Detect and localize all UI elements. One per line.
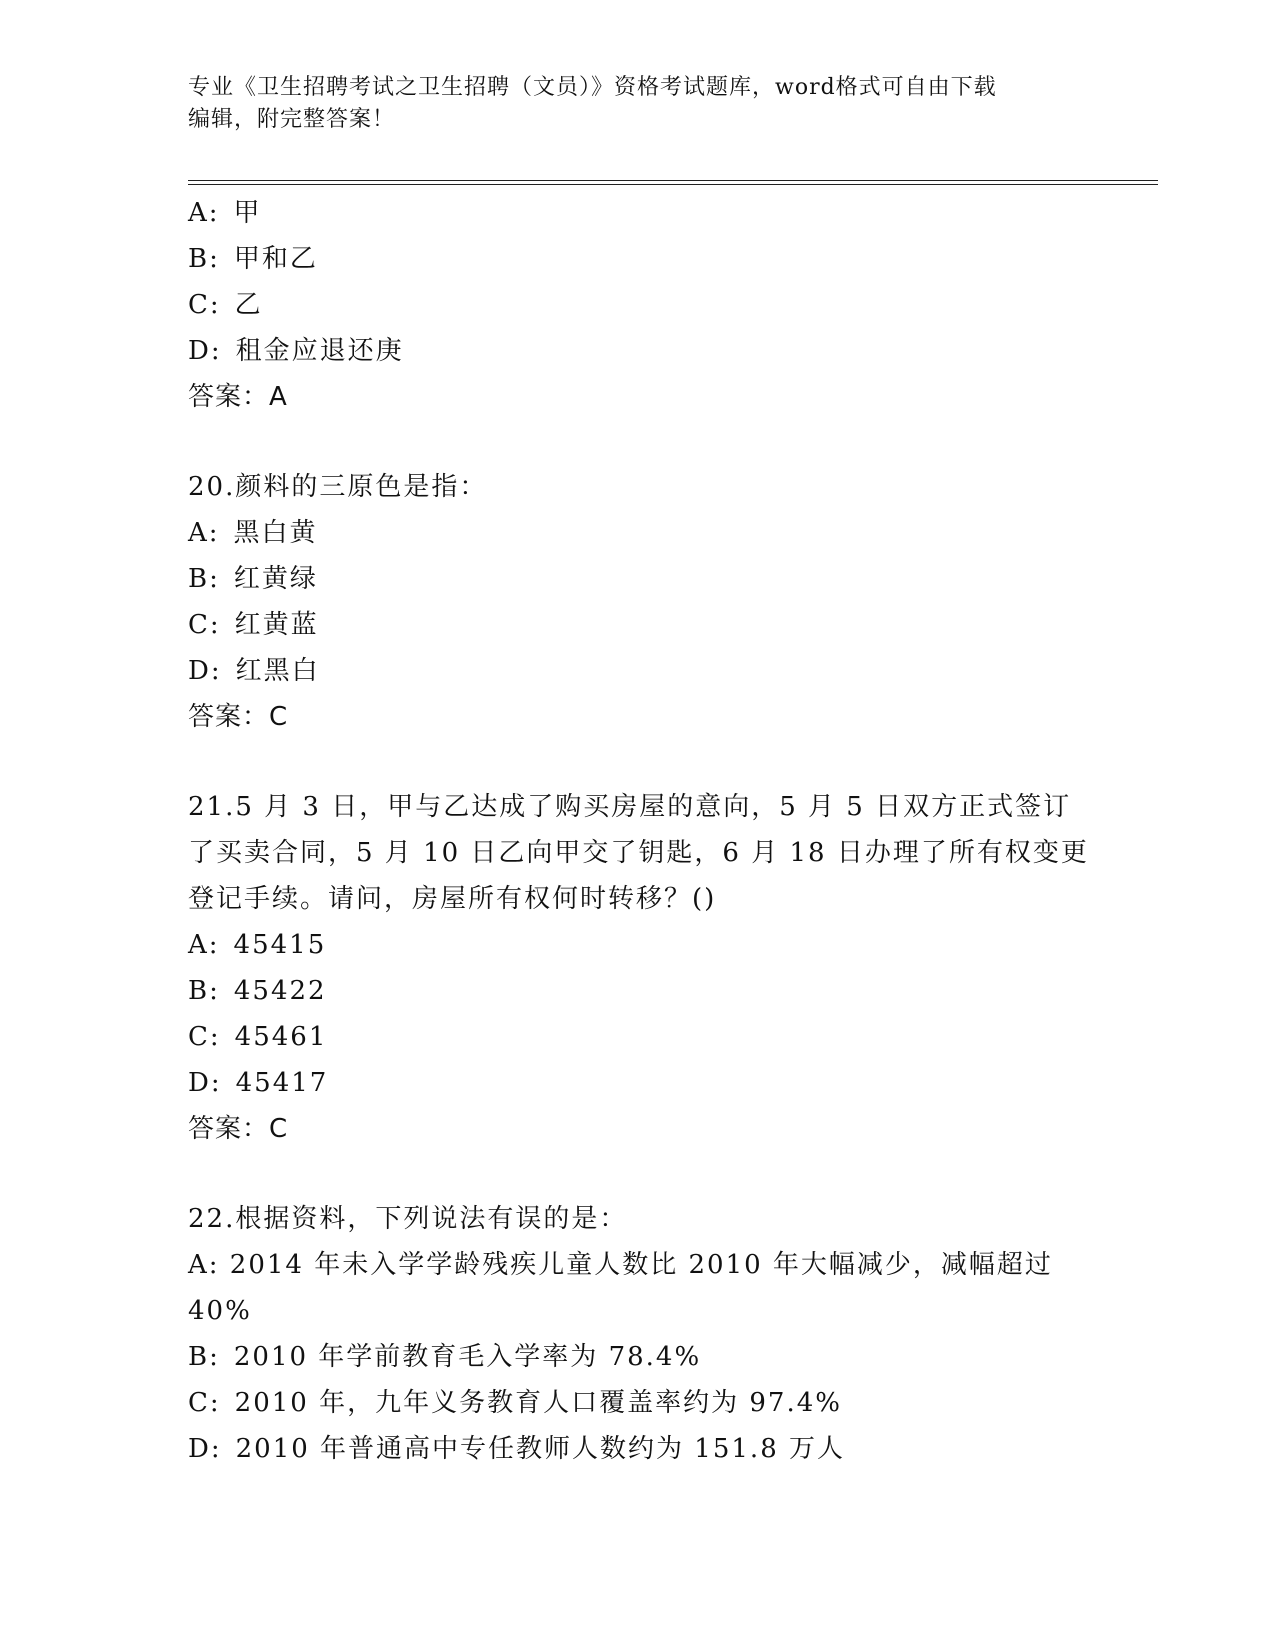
question-text: 22.根据资料，下列说法有误的是：	[188, 1204, 628, 1234]
question-20	[188, 464, 1088, 740]
option-text: 甲和乙	[233, 244, 318, 274]
option-a	[188, 190, 1088, 236]
option-d	[188, 328, 1088, 374]
question-content	[188, 190, 1088, 1472]
option-text: 黑白黄	[233, 518, 318, 548]
header-divider-secondary	[188, 184, 1158, 185]
question-22	[188, 1196, 1088, 1472]
option-b	[188, 1334, 1088, 1380]
document-header	[188, 72, 1088, 136]
option-b	[188, 968, 1088, 1014]
answer-line: 答案：C	[188, 1114, 289, 1144]
option-text: 红黑白	[235, 656, 320, 686]
option-text: 2010 年学前教育毛入学率为 78.4%	[233, 1342, 702, 1372]
option-b	[188, 556, 1088, 602]
option-a	[188, 510, 1088, 556]
question-text-line-2: 了买卖合同，5 月 10 日乙向甲交了钥匙，6 月 18 日办理了所有权变更	[188, 838, 1089, 868]
option-text: 45417	[235, 1068, 329, 1098]
header-line-1: 专业《卫生招聘考试之卫生招聘（文员）》资格考试题库，word格式可自由下载	[188, 75, 997, 100]
option-b	[188, 236, 1088, 282]
answer-line: 答案：C	[188, 702, 289, 732]
option-text: 2010 年普通高中专任教师人数约为 151.8 万人	[235, 1434, 846, 1464]
answer-line: 答案：A	[188, 382, 288, 412]
question-text-line-1: 21.5 月 3 日，甲与乙达成了购买房屋的意向，5 月 5 日双方正式签订	[188, 792, 1072, 822]
option-label: B:	[188, 564, 220, 594]
option-label: A:	[188, 198, 220, 228]
question-21	[188, 784, 1088, 1152]
option-c	[188, 1380, 1088, 1426]
option-label: D:	[188, 336, 222, 366]
option-text: 红黄蓝	[234, 610, 319, 640]
option-label: C:	[188, 610, 221, 640]
option-d	[188, 648, 1088, 694]
option-label: B:	[188, 244, 220, 274]
option-text: 45422	[233, 976, 327, 1006]
option-label: B:	[188, 976, 220, 1006]
option-label: D:	[188, 1068, 222, 1098]
option-text: 租金应退还庚	[235, 336, 404, 366]
option-label: A:	[188, 930, 220, 960]
option-a-line-1: A: 2014 年未入学学龄残疾儿童人数比 2010 年大幅减少，减幅超过	[188, 1250, 1053, 1280]
option-text: 红黄绿	[233, 564, 318, 594]
option-label: D:	[188, 1434, 222, 1464]
option-label: B:	[188, 1342, 220, 1372]
option-d	[188, 1060, 1088, 1106]
option-label: C:	[188, 1022, 221, 1052]
question-text: 20.颜料的三原色是指：	[188, 472, 488, 502]
option-label: D:	[188, 656, 222, 686]
option-text: 甲	[233, 198, 262, 228]
option-text: 2010 年，九年义务教育人口覆盖率约为 97.4%	[234, 1388, 842, 1418]
option-text: 45461	[234, 1022, 328, 1052]
option-text: 45415	[233, 930, 327, 960]
question-19-options	[188, 190, 1088, 420]
option-d	[188, 1426, 1088, 1472]
option-c	[188, 1014, 1088, 1060]
option-c	[188, 602, 1088, 648]
option-c	[188, 282, 1088, 328]
header-divider	[188, 180, 1158, 181]
option-a	[188, 922, 1088, 968]
option-text: 乙	[234, 290, 263, 320]
option-label: A:	[188, 518, 220, 548]
option-label: C:	[188, 290, 221, 320]
question-text-line-3: 登记手续。请问，房屋所有权何时转移？()	[188, 884, 717, 914]
header-line-2: 编辑，附完整答案！	[188, 107, 396, 132]
option-label: C:	[188, 1388, 221, 1418]
option-a-line-2: 40%	[188, 1296, 252, 1326]
